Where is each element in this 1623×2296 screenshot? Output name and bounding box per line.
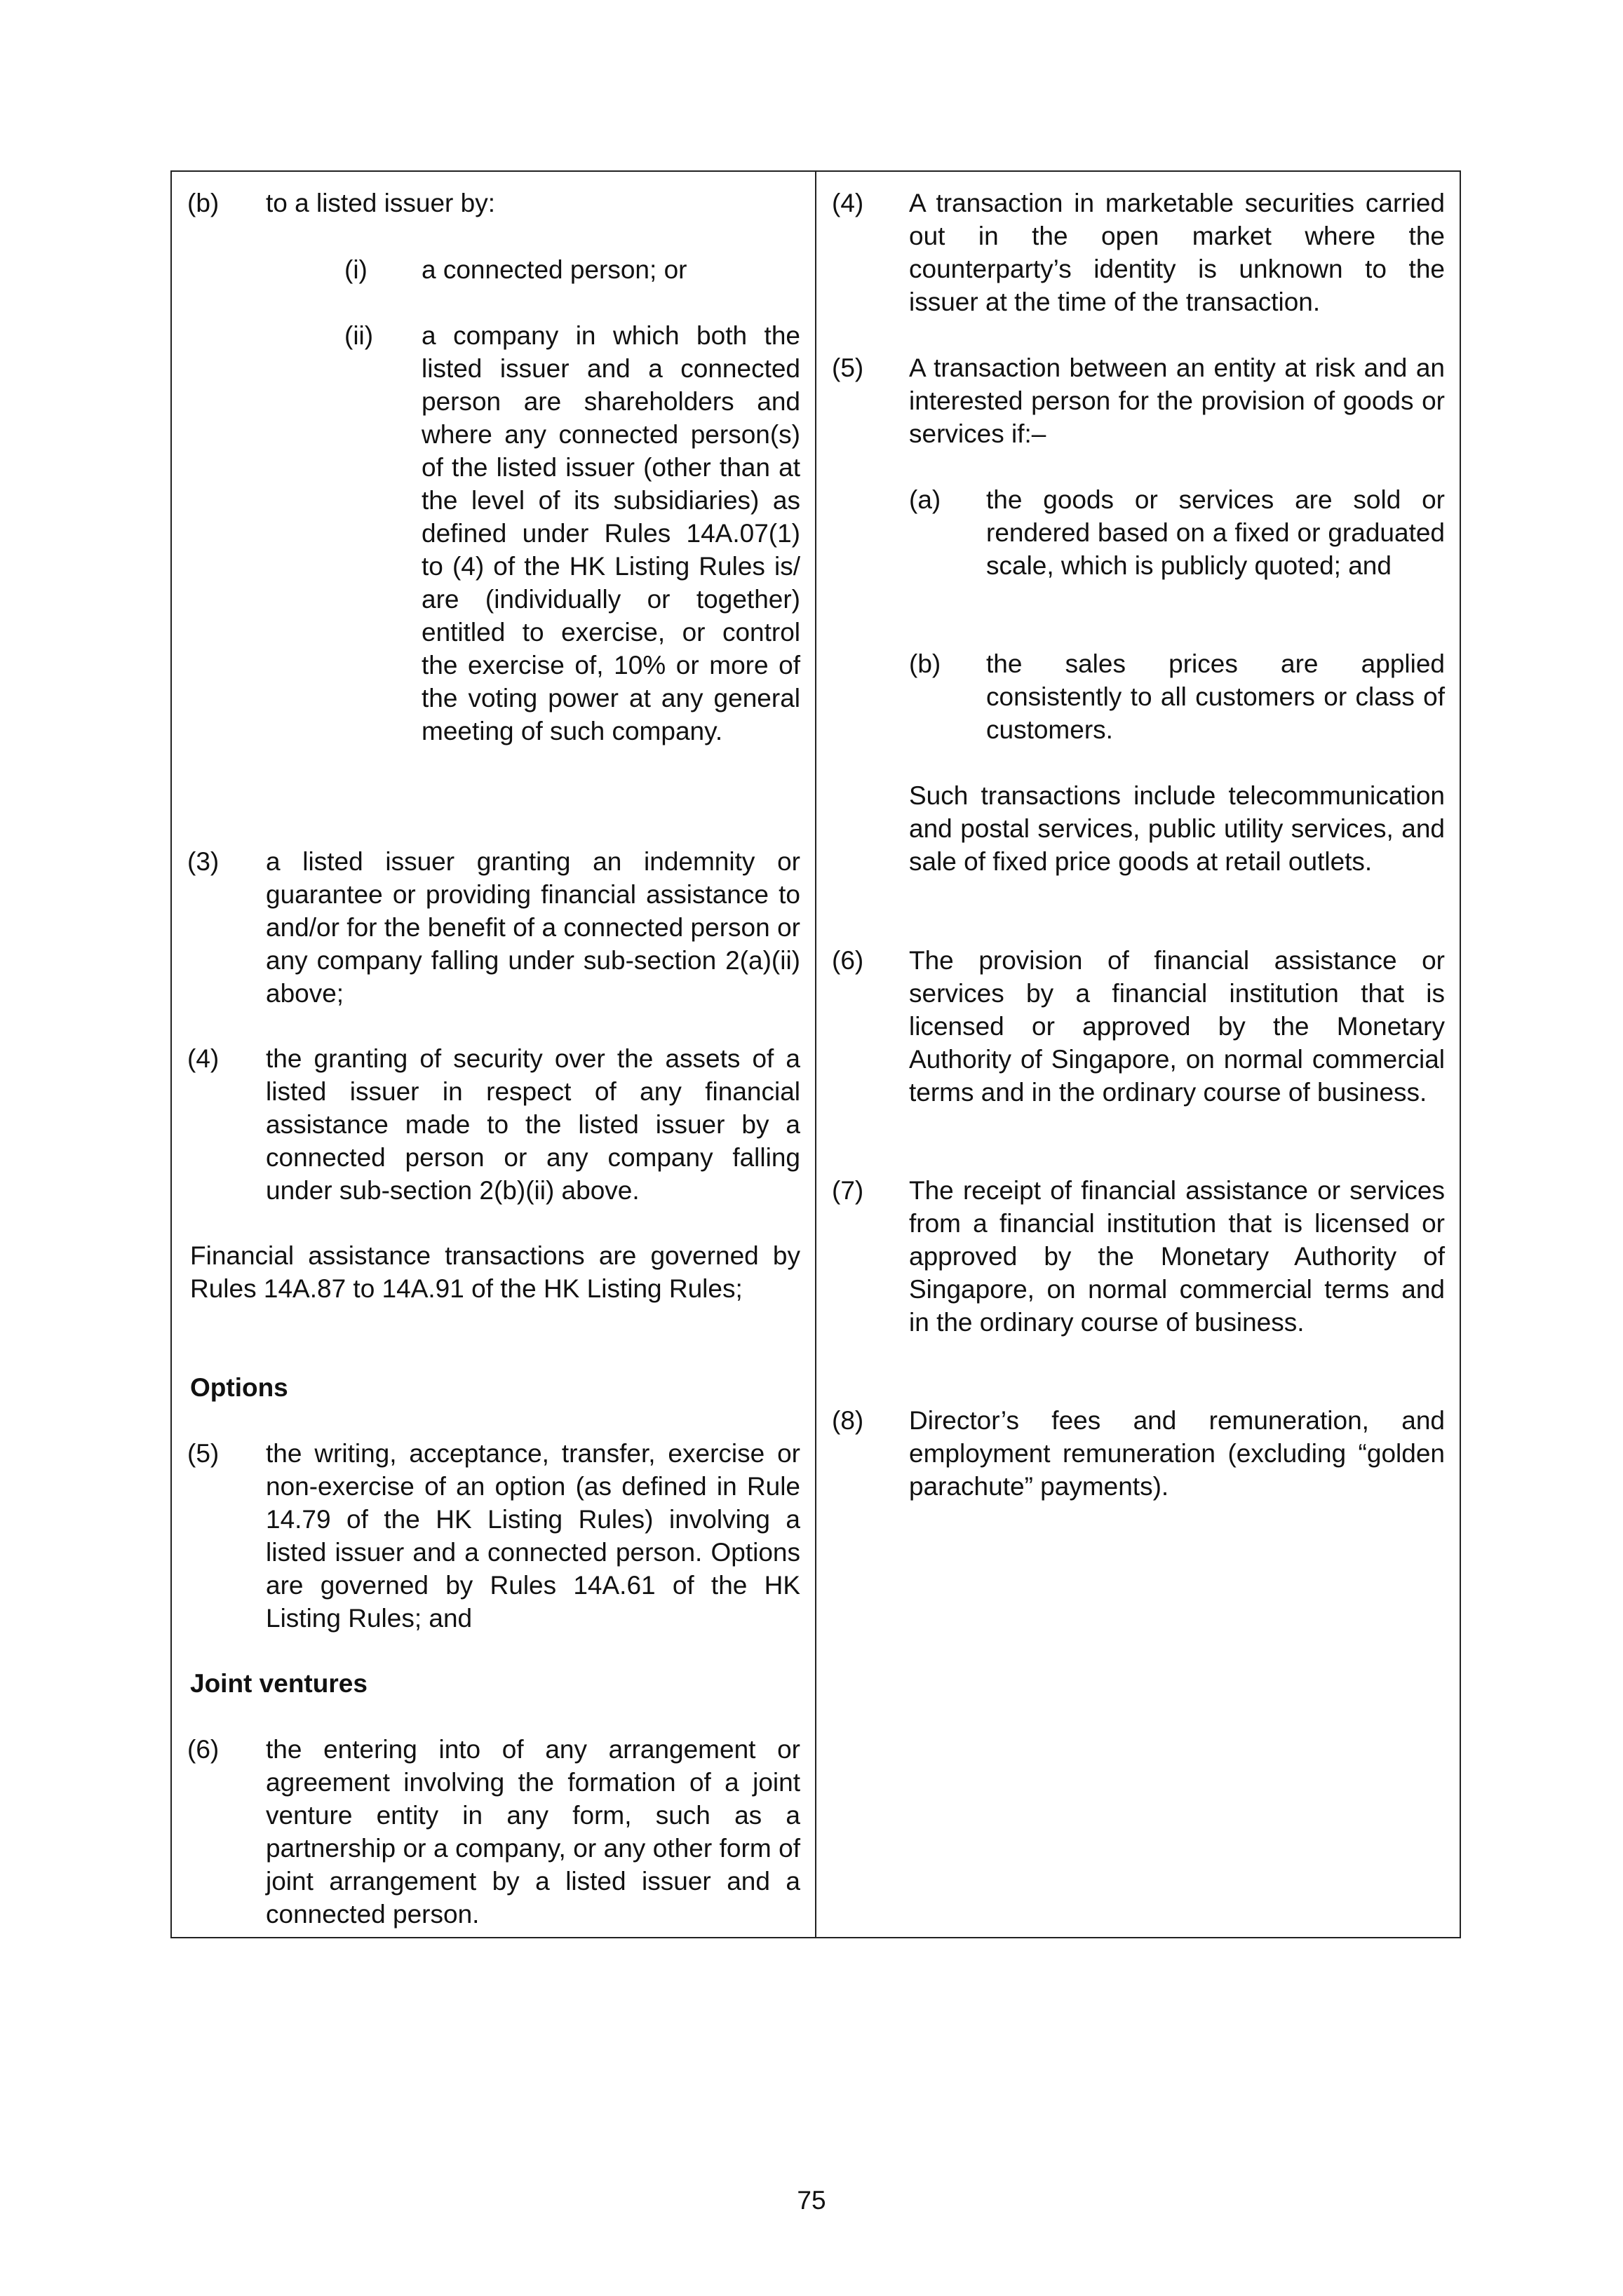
right-item-a-text: the goods or services are sold or rendered based on a fixed or graduated scale, which is publicly quoted; and <box>986 485 1445 580</box>
right-item-b-text: the sales prices are applied consistently to all customers or class of customers. <box>986 649 1445 744</box>
such-transactions-paragraph: Such transactions include telecommunication and postal services, public utility services, and sale of fixed price goods at retail outlets. <box>909 781 1445 876</box>
right-item-5-number: (5) <box>832 353 864 382</box>
right-item-7-text: The receipt of financial assistance or services from a financial institution that is licensed or approved by the Monetary Authority of Singapore, on normal commercial terms and in the ordinary course of business. <box>909 1176 1445 1337</box>
right-item-6-text: The provision of financial assistance or services by a financial institution that is licensed or approved by the Monetary Authority of Singapore, on normal commercial terms and in the ordinary course of business. <box>909 946 1445 1107</box>
right-item-8-number: (8) <box>832 1406 864 1435</box>
item-i-text: a connected person; or <box>422 255 687 284</box>
right-item-6-number: (6) <box>832 946 864 975</box>
two-column-table <box>170 170 1461 1938</box>
left-column <box>172 172 816 1937</box>
right-item-5-text: A transaction between an entity at risk and an interested person for the provision of goods or services if:– <box>909 353 1445 448</box>
item-b-text: to a listed issuer by: <box>266 189 495 217</box>
item-3-text: a listed issuer granting an indemnity or guarantee or providing financial assistance to and/or for the benefit of a connected person or any company falling under sub-section 2(a)(ii) above; <box>266 847 800 1008</box>
right-item-4-text: A transaction in marketable securities carried out in the open market where the counterparty’s identity is unknown to the issuer at the time of the transaction. <box>909 189 1445 316</box>
financial-assistance-paragraph: Financial assistance transactions are governed by Rules 14A.87 to 14A.91 of the HK Listing Rules; <box>190 1241 800 1303</box>
page-number: 75 <box>797 2186 826 2215</box>
item-6-number: (6) <box>187 1735 220 1764</box>
item-6-text: the entering into of any arrangement or agreement involving the formation of a joint venture entity in any form, such as a partnership or a company, or any other form of joint arrangement by a listed issuer and a connected person. <box>266 1735 800 1929</box>
item-3-number: (3) <box>187 847 220 876</box>
item-5-number: (5) <box>187 1439 220 1468</box>
item-4-number: (4) <box>187 1044 220 1073</box>
right-item-b-number: (b) <box>909 649 941 678</box>
right-item-8-text: Director’s fees and remuneration, and employment remuneration (excluding “golden parachute” payments). <box>909 1406 1445 1501</box>
item-i-number: (i) <box>344 255 368 284</box>
right-column <box>816 172 1460 1937</box>
item-5-text: the writing, acceptance, transfer, exercise or non-exercise of an option (as defined in Rule 14.79 of the HK Listing Rules) involving a listed issuer and a connected person. Options are governed by Rules 14A.61 of the HK Listing Rules; and <box>266 1439 800 1633</box>
right-item-a-number: (a) <box>909 485 941 514</box>
joint-ventures-heading: Joint ventures <box>190 1669 368 1698</box>
options-heading: Options <box>190 1373 288 1402</box>
item-4-text: the granting of security over the assets of a listed issuer in respect of any financial assistance made to the listed issuer by a connected person or any company falling under sub-section 2(b)(ii) above. <box>266 1044 800 1205</box>
right-item-4-number: (4) <box>832 189 864 217</box>
item-ii-text: a company in which both the listed issuer and a connected person are shareholders and where any connected person(s) of the listed issuer (other than at the level of its subsidiaries) as defined under Rules 14A.07(1) to (4) of the HK Listing Rules is/ are (individually or together) entitled to exercise, or control the exercise of, 10% or more of the voting power at any general meeting of such company. <box>422 321 800 745</box>
item-ii-number: (ii) <box>344 321 374 350</box>
right-item-7-number: (7) <box>832 1176 864 1205</box>
item-b-number: (b) <box>187 189 220 217</box>
